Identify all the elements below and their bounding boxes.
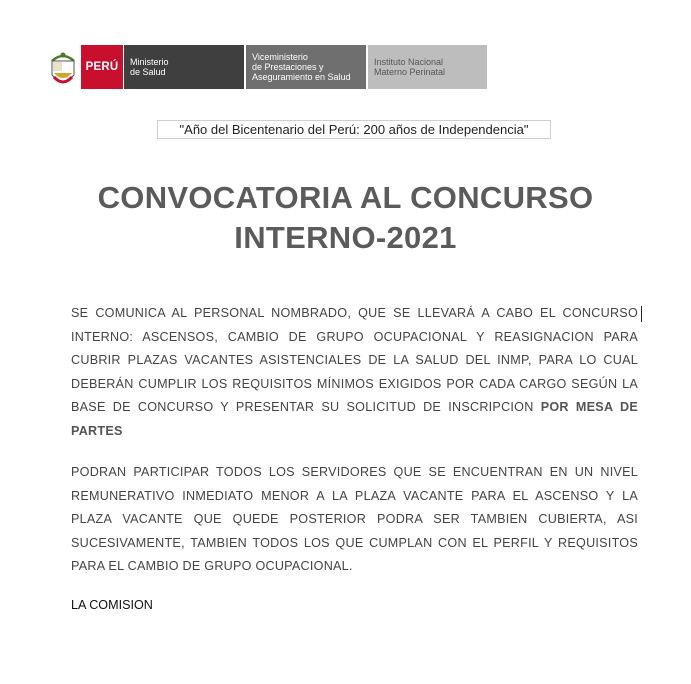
paragraph-1-text: SE COMUNICA AL PERSONAL NOMBRADO, QUE SE LLEVARÁ A CABO EL CONCURSO INTERNO: ASCENSOS, CAMBIO DE GRUPO OCUPACIONAL Y REASIGNACION PARA CUBRIR PLAZAS VACANTES ASISTENCIALES DE LA SALUD DEL INMP, PARA LO CUAL DEBERÁN CUMPLIR LOS REQUISITOS MÍNIMOS EXIGIDOS POR CADA CARGO SEGÚN LA BASE DE CONCURSO Y PRESENTAR SU SOLICITUD DE INSCRIPCION: [71, 306, 638, 414]
ministry-label: Ministerio de Salud: [123, 45, 244, 89]
header-logo-bar: [47, 45, 487, 89]
paragraph-1-bold: POR MESA DE PARTES: [71, 400, 638, 438]
title-line-1: CONVOCATORIA AL CONCURSO: [97, 180, 594, 215]
paragraph-announcement: [71, 302, 638, 443]
institute-label: Instituto Nacional Materno Perinatal: [368, 45, 487, 89]
page-title: [40, 178, 651, 258]
viceministry-label: Viceministerio de Prestaciones y Aseguramiento en Salud: [246, 45, 366, 89]
peru-brand: PERÚ: [81, 45, 123, 89]
year-slogan: "Año del Bicentenario del Perú: 200 años de Independencia": [157, 120, 551, 139]
paragraph-participation: PODRAN PARTICIPAR TODOS LOS SERVIDORES QUE SE ENCUENTRAN EN UN NIVEL REMUNERATIVO INMEDIATO MENOR A LA PLAZA VACANTE PARA EL ASCENSO Y LA PLAZA VACANTE QUE QUEDE POSTERIOR PODRA SER TAMBIEN CUBIERTA, ASI SUCESIVAMENTE, TAMBIEN TODOS LOS QUE CUMPLAN CON EL PERFIL Y REQUISITOS PARA EL CAMBIO DE GRUPO OCUPACIONAL.: [71, 465, 638, 573]
title-line-2: INTERNO-2021: [234, 220, 457, 255]
signature: LA COMISION: [71, 598, 153, 612]
text-cursor: [641, 306, 642, 322]
coat-of-arms-icon: [47, 45, 79, 89]
